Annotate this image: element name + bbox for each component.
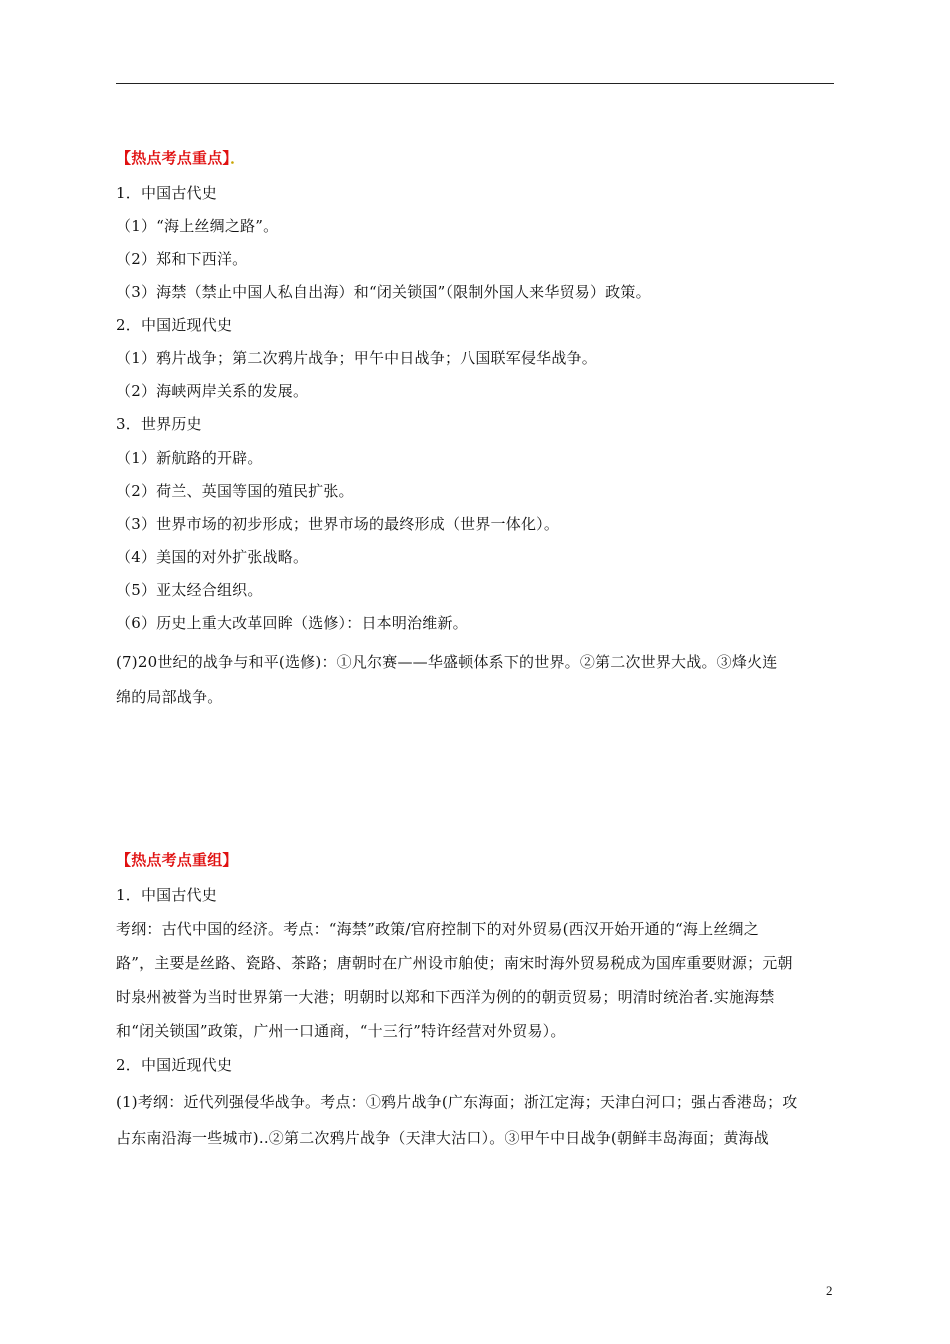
section-heading-regrouped: 【热点考点重组】 (116, 851, 238, 869)
paragraph-line: 考纲：古代中国的经济。考点：“海禁”政策/官府控制下的对外贸易(西汉开始开通的“海上丝绸之 (116, 920, 759, 938)
outline-line: （3）海禁（禁止中国人私自出海）和“闭关锁国”（限制外国人来华贸易）政策。 (116, 283, 651, 301)
paragraph-line: (1)考纲：近代列强侵华战争。考点：①鸦片战争(广东海面；浙江定海；天津白河口；强占香港岛；攻 (116, 1093, 798, 1111)
outline-line: 1．中国古代史 (116, 886, 217, 904)
outline-line: （4）美国的对外扩张战略。 (116, 548, 309, 566)
section-heading-key-points (116, 147, 245, 169)
outline-line: （2）海峡两岸关系的发展。 (116, 382, 309, 400)
outline-line: 绵的局部战争。 (116, 688, 223, 706)
header-rule (116, 83, 834, 84)
outline-line: （2）郑和下西洋。 (116, 250, 248, 268)
outline-line: 3．世界历史 (116, 415, 202, 433)
outline-line: （3）世界市场的初步形成；世界市场的最终形成（世界一体化）。 (116, 515, 560, 533)
outline-line: （1）鸦片战争；第二次鸦片战争；甲午中日战争；八国联军侵华战争。 (116, 349, 597, 367)
outline-line: 2．中国近现代史 (116, 316, 233, 334)
outline-line: （1）“海上丝绸之路”。 (116, 217, 279, 235)
outline-line: (7)20世纪的战争与和平(选修)：①凡尔赛——华盛顿体系下的世界。②第二次世界大战。③烽火连 (116, 653, 778, 671)
outline-line: 2．中国近现代史 (116, 1056, 233, 1074)
paragraph-line: 路”，主要是丝路、瓷路、茶路；唐朝时在广州设市舶使；南宋时海外贸易税成为国库重要财源；元朝 (116, 954, 793, 972)
paragraph-line: 和“闭关锁国”政策，广州一口通商，“十三行”特许经营对外贸易）。 (116, 1022, 566, 1040)
heading-text: 【热点考点重点】 (116, 149, 231, 167)
outline-line: （6）历史上重大改革回眸（选修）：日本明治维新。 (116, 614, 468, 632)
outline-line: 1．中国古代史 (116, 184, 217, 202)
outline-line: （1）新航路的开辟。 (116, 449, 263, 467)
outline-line: （5）亚太经合组织。 (116, 581, 263, 599)
paragraph-line: 占东南沿海一些城市)..②第二次鸦片战争（天津大沽口）。③甲午中日战争(朝鲜丰岛海面；黄海战 (116, 1129, 769, 1147)
paragraph-line: 时泉州被誉为当时世界第一大港；明朝时以郑和下西洋为例的的朝贡贸易；明清时统治者.实施海禁 (116, 988, 775, 1006)
outline-line: （2）荷兰、英国等国的殖民扩张。 (116, 482, 354, 500)
page-number: 2 (826, 1283, 833, 1298)
heading-dot: ． (230, 149, 246, 167)
